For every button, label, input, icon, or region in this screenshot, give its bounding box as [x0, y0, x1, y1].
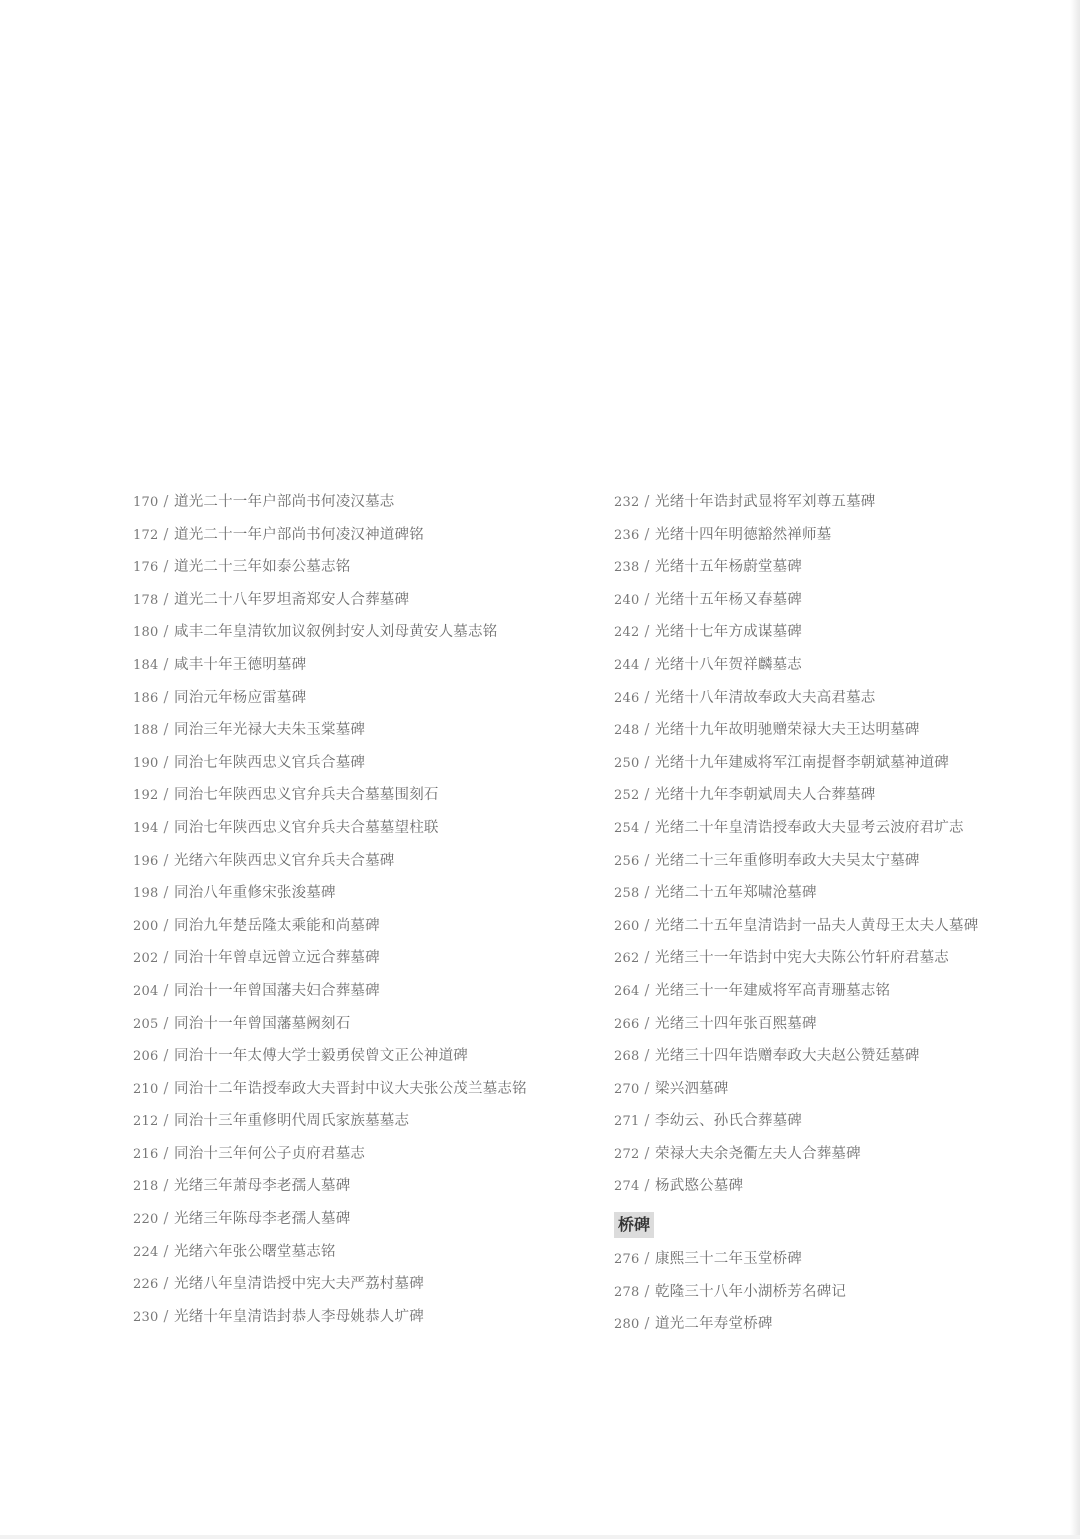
entry-title: 同治十一年曾国藩墓阙刻石 [174, 1015, 351, 1032]
entry-title: 光绪三十四年张百熙墓碑 [655, 1015, 817, 1032]
page-number: 242 [614, 625, 640, 641]
toc-entry [133, 976, 583, 1009]
page-number: 194 [133, 820, 159, 836]
page-number: 205 [133, 1016, 159, 1032]
page-number: 190 [133, 755, 159, 771]
page-number: 204 [133, 983, 159, 999]
entry-separator: / [163, 559, 169, 576]
entry-separator: / [644, 1015, 650, 1032]
toc-entry [133, 1204, 583, 1237]
toc-entry [133, 943, 583, 976]
toc-entry [133, 813, 583, 846]
toc-entry [133, 1139, 583, 1172]
page-number: 180 [133, 625, 159, 641]
entry-title: 同治十年曾卓远曾立远合葬墓碑 [174, 950, 380, 967]
toc-entry [614, 650, 1054, 683]
entry-separator: / [163, 1113, 169, 1130]
toc-entry [133, 878, 583, 911]
toc-entry [614, 748, 1054, 781]
entry-title: 光绪二十年皇清诰授奉政大夫显考云波府君圹志 [655, 819, 964, 836]
entry-separator: / [163, 1276, 169, 1293]
entry-title: 光绪六年张公曙堂墓志铭 [174, 1243, 336, 1260]
entry-title: 光绪二十五年皇清诰封一品夫人黄母王太夫人墓碑 [655, 917, 979, 934]
entry-separator: / [644, 852, 650, 869]
entry-separator: / [644, 982, 650, 999]
entry-title: 同治十二年诰授奉政大夫晋封中议大夫张公茂兰墓志铭 [174, 1080, 527, 1097]
page-number: 250 [614, 755, 640, 771]
page-number: 232 [614, 495, 640, 510]
entry-separator: / [163, 1308, 169, 1325]
entry-separator: / [163, 1048, 169, 1065]
entry-separator: / [644, 1251, 650, 1268]
entry-title: 光绪三十一年诰封中宪大夫陈公竹轩府君墓志 [655, 950, 949, 967]
entry-title: 同治十一年太傅大学士毅勇侯曾文正公神道碑 [174, 1048, 468, 1065]
page-number: 271 [614, 1114, 640, 1130]
toc-entry [133, 1237, 583, 1270]
entry-separator: / [644, 722, 650, 739]
page-edge-shadow [1070, 0, 1080, 1539]
toc-entry [614, 911, 1054, 944]
page-number: 274 [614, 1179, 640, 1195]
entry-separator: / [644, 1113, 650, 1130]
page-number: 226 [133, 1277, 159, 1293]
entry-title: 乾隆三十八年小湖桥芳名碑记 [655, 1283, 847, 1300]
entry-title: 李幼云、孙氏合葬墓碑 [655, 1113, 802, 1130]
page-number: 206 [133, 1049, 159, 1065]
entry-title: 光绪十五年杨又春墓碑 [655, 591, 802, 608]
page-number: 198 [133, 886, 159, 902]
page-number: 252 [614, 788, 640, 804]
page-number: 278 [614, 1284, 640, 1300]
toc-entry [133, 1269, 583, 1302]
entry-separator: / [644, 787, 650, 804]
entry-separator: / [163, 819, 169, 836]
section-heading: 桥碑 [614, 1212, 654, 1238]
toc-entry [133, 552, 583, 585]
toc-entry [133, 617, 583, 650]
entry-title: 光绪十年皇清诰封恭人李母姚恭人圹碑 [174, 1308, 424, 1325]
toc-entry [614, 846, 1054, 879]
entry-title: 道光二十一年户部尚书何凌汉神道碑铭 [174, 526, 424, 543]
entry-separator: / [163, 591, 169, 608]
entry-title: 光绪二十三年重修明奉政大夫吴太宁墓碑 [655, 852, 920, 869]
page-number: 266 [614, 1016, 640, 1032]
entry-title: 光绪三十一年建威将军高青珊墓志铭 [655, 982, 891, 999]
page-number: 176 [133, 560, 159, 576]
toc-entry [133, 780, 583, 813]
toc-entry [133, 585, 583, 618]
toc-entry [614, 943, 1054, 976]
entry-title: 光绪十七年方成谋墓碑 [655, 624, 802, 641]
entry-separator: / [163, 1015, 169, 1032]
page-number: 248 [614, 723, 640, 739]
page-number: 186 [133, 690, 159, 706]
entry-separator: / [644, 1316, 650, 1333]
toc-entry [133, 487, 583, 520]
entry-title: 光绪二十五年郑啸沧墓碑 [655, 885, 817, 902]
toc-entry [614, 1277, 1054, 1310]
entry-separator: / [163, 950, 169, 967]
toc-entry [133, 1074, 583, 1107]
page-number: 256 [614, 853, 640, 869]
entry-separator: / [644, 1145, 650, 1162]
entry-title: 道光二十一年户部尚书何凌汉墓志 [174, 494, 395, 510]
entry-separator: / [163, 982, 169, 999]
entry-title: 光绪六年陕西忠义官弁兵夫合墓碑 [174, 852, 395, 869]
toc-entry [614, 552, 1054, 585]
entry-title: 同治八年重修宋张浚墓碑 [174, 885, 336, 902]
page-number: 238 [614, 560, 640, 576]
entry-title: 光绪八年皇清诰授中宪大夫严荔村墓碑 [174, 1276, 424, 1293]
entry-separator: / [163, 494, 169, 510]
page-number: 212 [133, 1114, 159, 1130]
entry-title: 光绪十五年杨蔚堂墓碑 [655, 559, 802, 576]
entry-separator: / [163, 754, 169, 771]
page-number: 246 [614, 690, 640, 706]
toc-entry [133, 1171, 583, 1204]
entry-separator: / [163, 1211, 169, 1228]
toc-entry [133, 650, 583, 683]
toc-entry [614, 1309, 1054, 1342]
entry-separator: / [644, 656, 650, 673]
entry-separator: / [644, 1178, 650, 1195]
entry-separator: / [163, 1243, 169, 1260]
page-number: 264 [614, 983, 640, 999]
page-number: 268 [614, 1049, 640, 1065]
page-number: 262 [614, 951, 640, 967]
page-number: 260 [614, 918, 640, 934]
toc-entry [133, 683, 583, 716]
entry-title: 咸丰二年皇清钦加议叙例封安人刘母黄安人墓志铭 [174, 624, 498, 641]
page-bottom-edge [0, 1535, 1080, 1539]
entry-separator: / [644, 591, 650, 608]
toc-column-right [614, 487, 1054, 1342]
entry-title: 荣禄大夫余尧衢左夫人合葬墓碑 [655, 1145, 861, 1162]
toc-entry [614, 1074, 1054, 1107]
entry-separator: / [163, 1178, 169, 1195]
page-number: 218 [133, 1179, 159, 1195]
entry-title: 康熙三十二年玉堂桥碑 [655, 1251, 802, 1268]
page-number: 230 [133, 1309, 159, 1325]
entry-separator: / [644, 1080, 650, 1097]
entry-title: 同治七年陕西忠义官兵合墓碑 [174, 754, 366, 771]
toc-entry [614, 683, 1054, 716]
page-number: 216 [133, 1146, 159, 1162]
toc-entry [133, 1302, 583, 1335]
entry-title: 光绪十四年明德豁然禅师墓 [655, 526, 832, 543]
page-number: 280 [614, 1317, 640, 1333]
entry-separator: / [644, 494, 650, 510]
entry-separator: / [644, 689, 650, 706]
page-number: 202 [133, 951, 159, 967]
page-number: 188 [133, 723, 159, 739]
entry-separator: / [163, 722, 169, 739]
entry-title: 同治十三年重修明代周氏家族墓墓志 [174, 1113, 410, 1130]
entry-title: 同治九年楚岳隆太乘能和尚墓碑 [174, 917, 380, 934]
toc-entry [133, 748, 583, 781]
entry-separator: / [644, 1283, 650, 1300]
entry-title: 光绪十九年建威将军江南提督李朝斌墓神道碑 [655, 754, 949, 771]
entry-title: 光绪十九年故明驰赠荣禄大夫王达明墓碑 [655, 722, 920, 739]
entry-title: 杨武愍公墓碑 [655, 1178, 744, 1195]
toc-entry [614, 1171, 1054, 1204]
entry-separator: / [644, 819, 650, 836]
toc-entry [614, 1244, 1054, 1277]
page-number: 220 [133, 1212, 159, 1228]
toc-entry [133, 1041, 583, 1074]
entry-title: 光绪十年诰封武显将军刘尊五墓碑 [655, 494, 876, 510]
page-number: 196 [133, 853, 159, 869]
entry-separator: / [163, 526, 169, 543]
toc-entry [614, 617, 1054, 650]
page-number: 178 [133, 592, 159, 608]
page-number: 258 [614, 886, 640, 902]
page-number: 172 [133, 527, 159, 543]
toc-entry [614, 878, 1054, 911]
page-number: 192 [133, 788, 159, 804]
section-heading-wrap [614, 1204, 1054, 1244]
entry-title: 同治十一年曾国藩夫妇合葬墓碑 [174, 982, 380, 999]
entry-separator: / [644, 885, 650, 902]
page-number: 170 [133, 495, 159, 510]
entry-separator: / [163, 1080, 169, 1097]
page-number: 224 [133, 1244, 159, 1260]
toc-entry [133, 1009, 583, 1042]
entry-title: 咸丰十年王德明墓碑 [174, 656, 307, 673]
page-number: 276 [614, 1252, 640, 1268]
page-number: 240 [614, 592, 640, 608]
page-number: 184 [133, 657, 159, 673]
entry-separator: / [644, 559, 650, 576]
entry-separator: / [644, 1048, 650, 1065]
page-number: 236 [614, 527, 640, 543]
toc-entry [614, 715, 1054, 748]
toc-entry [133, 911, 583, 944]
entry-title: 光绪十八年贺祥麟墓志 [655, 656, 802, 673]
entry-title: 同治十三年何公子贞府君墓志 [174, 1145, 366, 1162]
toc-entry [614, 1106, 1054, 1139]
toc-entry [614, 487, 1054, 520]
page-number: 200 [133, 918, 159, 934]
toc-column-left [133, 487, 583, 1334]
entry-separator: / [163, 624, 169, 641]
entry-separator: / [163, 787, 169, 804]
toc-entry [614, 813, 1054, 846]
entry-separator: / [163, 885, 169, 902]
entry-separator: / [644, 624, 650, 641]
entry-title: 光绪三年陈母李老孺人墓碑 [174, 1211, 351, 1228]
entry-title: 光绪十八年清故奉政大夫高君墓志 [655, 689, 876, 706]
toc-entry [133, 520, 583, 553]
toc-entry [614, 520, 1054, 553]
toc-entry [614, 1009, 1054, 1042]
entry-separator: / [163, 1145, 169, 1162]
entry-separator: / [163, 656, 169, 673]
entry-title: 同治元年杨应雷墓碑 [174, 689, 307, 706]
entry-title: 梁兴泗墓碑 [655, 1080, 729, 1097]
entry-title: 光绪十九年李朝斌周夫人合葬墓碑 [655, 787, 876, 804]
page-number: 244 [614, 657, 640, 673]
toc-entry [614, 780, 1054, 813]
entry-separator: / [163, 917, 169, 934]
entry-title: 道光二十八年罗坦斋郑安人合葬墓碑 [174, 591, 410, 608]
entry-separator: / [163, 852, 169, 869]
entry-title: 道光二年寿堂桥碑 [655, 1316, 773, 1333]
entry-title: 道光二十三年如泰公墓志铭 [174, 559, 351, 576]
entry-title: 光绪三十四年诰赠奉政大夫赵公赞廷墓碑 [655, 1048, 920, 1065]
page-number: 270 [614, 1081, 640, 1097]
page-number: 272 [614, 1146, 640, 1162]
toc-entry [614, 976, 1054, 1009]
toc-entry [133, 846, 583, 879]
page-number: 210 [133, 1081, 159, 1097]
toc-entry [614, 585, 1054, 618]
entry-title: 同治三年光禄大夫朱玉棠墓碑 [174, 722, 366, 739]
toc-entry [133, 1106, 583, 1139]
entry-title: 同治七年陕西忠义官弁兵夫合墓墓围刻石 [174, 787, 439, 804]
toc-entry [133, 715, 583, 748]
entry-title: 同治七年陕西忠义官弁兵夫合墓墓望柱联 [174, 819, 439, 836]
toc-entry [614, 1139, 1054, 1172]
page-number: 254 [614, 820, 640, 836]
entry-separator: / [644, 917, 650, 934]
entry-separator: / [163, 689, 169, 706]
entry-separator: / [644, 754, 650, 771]
entry-separator: / [644, 950, 650, 967]
toc-entry [614, 1041, 1054, 1074]
entry-separator: / [644, 526, 650, 543]
entry-title: 光绪三年萧母李老孺人墓碑 [174, 1178, 351, 1195]
